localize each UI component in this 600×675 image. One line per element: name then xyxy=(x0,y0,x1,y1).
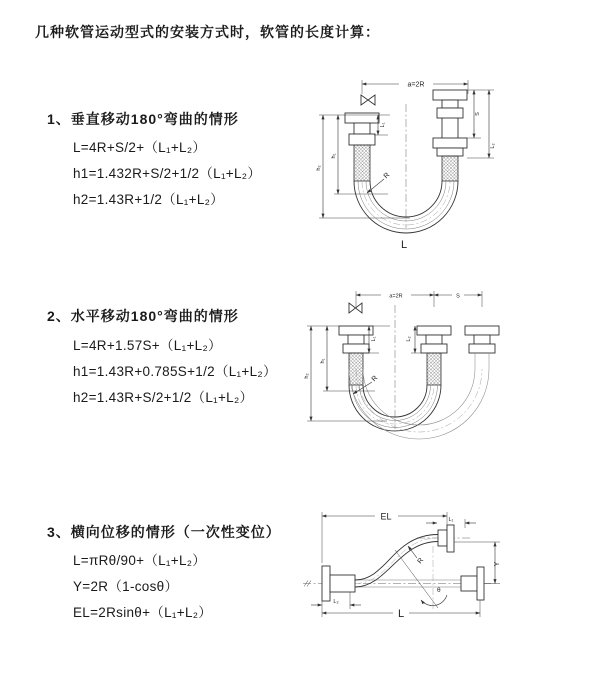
left-end-fitting xyxy=(339,326,373,385)
hose-braid xyxy=(354,145,370,181)
label-h1: h₁ xyxy=(320,358,326,364)
label-el: EL xyxy=(380,511,392,522)
dimension-l2 xyxy=(311,592,361,609)
label-length: L xyxy=(400,239,408,251)
formula-line: h1=1.43R+0.785S+1/2（L₁+L₂） xyxy=(73,364,277,379)
section-2-formulas xyxy=(73,333,277,411)
formula-line: h2=1.43R+1/2（L₁+L₂） xyxy=(73,192,224,207)
right-end-fitting xyxy=(433,90,467,181)
label-angle: θ xyxy=(437,587,441,594)
hose-s-curve xyxy=(355,535,438,588)
section-1-heading: 1、垂直移动180°弯曲的情形 xyxy=(47,111,239,127)
hose-braid xyxy=(442,156,458,181)
label-l1: L₁ xyxy=(448,517,454,523)
hose-u-bend-moved xyxy=(349,369,489,439)
formula-line: h2=1.43R+S/2+1/2（L₁+L₂） xyxy=(73,390,254,405)
label-y: Y xyxy=(494,561,501,567)
middle-end-fitting xyxy=(417,326,451,385)
section-3-heading: 3、横向位移的情形（一次性变位） xyxy=(47,524,281,540)
label-length: L xyxy=(397,608,405,620)
left-end-fitting xyxy=(345,113,379,181)
valve-icon xyxy=(361,95,375,105)
upper-end-flange xyxy=(438,525,454,552)
section-3-formulas xyxy=(73,548,212,626)
right-end-fitting-moved xyxy=(465,326,499,369)
right-end-flange xyxy=(461,567,484,600)
formula-line: L=πRθ/90+（L₁+L₂） xyxy=(73,553,207,568)
label-travel: S xyxy=(456,293,460,300)
dimension-length xyxy=(322,600,480,620)
formula-line: EL=2Rsinθ+（L₁+L₂） xyxy=(73,605,213,620)
diagram-lateral-displacement xyxy=(295,498,597,648)
label-l1: L₁ xyxy=(380,122,386,128)
valve-icon xyxy=(349,303,362,313)
dimension-el xyxy=(322,512,447,564)
label-travel: S xyxy=(475,112,481,116)
label-l2: L₂ xyxy=(406,336,412,342)
hose-braid xyxy=(427,353,441,385)
label-span: a=2R xyxy=(389,293,403,300)
dimension-span xyxy=(356,291,482,307)
dimension-travel xyxy=(467,90,494,138)
formula-line: h1=1.432R+S/2+1/2（L₁+L₂） xyxy=(73,166,262,181)
formula-line: L=4R+1.57S+（L₁+L₂） xyxy=(73,338,222,353)
dimension-l2 xyxy=(467,90,496,158)
radius-leader xyxy=(367,172,391,193)
section-2-heading: 2、水平移动180°弯曲的情形 xyxy=(47,308,239,324)
diagram-vertical-move-180-bend xyxy=(298,66,588,266)
label-h2: h₂ xyxy=(304,373,310,379)
label-radius: R xyxy=(370,374,380,384)
label-h1: h₁ xyxy=(331,153,337,159)
label-l2: L₂ xyxy=(490,143,496,149)
section-1-formulas xyxy=(73,135,261,213)
label-l2: L₂ xyxy=(333,599,339,605)
formula-line: Y=2R（1-cosθ） xyxy=(73,579,179,594)
label-l1: L₁ xyxy=(371,336,377,342)
diagram-horizontal-move-180-bend xyxy=(295,281,595,461)
label-h2: h₂ xyxy=(316,165,322,171)
formula-line: L=4R+S/2+（L₁+L₂） xyxy=(73,140,207,155)
label-span: a=2R xyxy=(407,81,425,89)
label-radius: R xyxy=(382,171,392,181)
label-radius: R xyxy=(416,556,426,566)
radius-leader xyxy=(408,546,425,565)
page-title: 几种软管运动型式的安装方式时，软管的长度计算： xyxy=(35,24,380,40)
